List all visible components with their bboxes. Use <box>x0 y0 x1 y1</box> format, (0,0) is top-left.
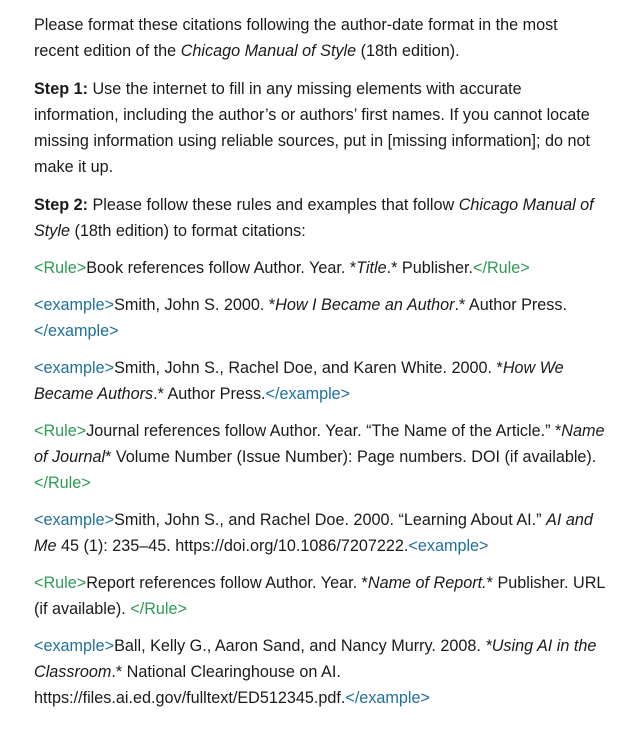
example-close-tag: </example> <box>34 322 119 340</box>
rule-book-text: Book references follow Author. Year. * <box>86 259 357 277</box>
example-text: Smith, John S., and Rachel Doe. 2000. “Learning About AI.” <box>114 511 547 529</box>
example-text-end: .* Author Press. <box>454 296 567 314</box>
example-text: Ball, Kelly G., Aaron Sand, and Nancy Murry. 2008. <box>114 637 486 655</box>
example-report <box>34 633 606 711</box>
step2-text-end: (18th edition) to format citations: <box>70 222 306 240</box>
example-italic: How We Became Authors <box>34 359 564 403</box>
rule-report-text-end: * Publisher. URL (if available). <box>34 574 605 618</box>
example-open-tag: <example> <box>34 296 115 314</box>
step2-label: Step 2: <box>34 196 88 214</box>
example-open-tag: <example> <box>34 359 115 377</box>
rule-close-tag: </Rule> <box>473 259 530 277</box>
example-text-end: .* National Clearinghouse on AI. https://files.ai.ed.gov/fulltext/ED512345.pdf. <box>34 663 346 707</box>
step2-paragraph <box>34 192 606 244</box>
example-italic: How I Became an Author <box>275 296 455 314</box>
rule-report-italic: Name of Report. <box>367 574 487 592</box>
example-close-tag: </example> <box>345 689 430 707</box>
rule-journal-text-end: * Volume Number (Issue Number): Page numbers. DOI (if available). <box>105 448 597 466</box>
example-open-tag-trailing: <example> <box>408 537 489 555</box>
example-text-end: .* Author Press. <box>153 385 266 403</box>
step1-paragraph <box>34 76 606 180</box>
step2-text: Please follow these rules and examples that follow <box>87 196 459 214</box>
intro-italic-title: Chicago Manual of Style <box>180 42 357 60</box>
intro-text: Please format these citations following the author-date format in the most recent edition of the <box>34 16 558 60</box>
intro-paragraph <box>34 12 606 64</box>
rule-book-italic: Title <box>356 259 387 277</box>
example-book-single <box>34 292 606 344</box>
rule-report-text: Report references follow Author. Year. * <box>86 574 368 592</box>
intro-text-end: (18th edition). <box>356 42 460 60</box>
example-open-tag: <example> <box>34 637 115 655</box>
rule-book-text-end: .* Publisher. <box>386 259 474 277</box>
step1-label: Step 1: <box>34 80 88 98</box>
rule-book <box>34 255 606 281</box>
example-italic: *Using AI in the Classroom <box>34 637 597 681</box>
rule-report <box>34 570 606 622</box>
rule-journal-italic: Name of Journal <box>34 422 605 466</box>
rule-close-tag: </Rule> <box>130 600 187 618</box>
step2-italic-title: Chicago Manual of Style <box>34 196 594 240</box>
example-text-end: 45 (1): 235–45. https://doi.org/10.1086/7207222. <box>56 537 409 555</box>
step1-text: Use the internet to fill in any missing elements with accurate information, including the author’s or authors’ first names. If you cannot locate missing information using reliable sources, put in [missing information]; do not make it up. <box>34 80 591 176</box>
rule-close-tag: </Rule> <box>34 474 91 492</box>
example-book-multi <box>34 355 606 407</box>
rule-journal-text: Journal references follow Author. Year. “The Name of the Article.” * <box>86 422 562 440</box>
rule-journal <box>34 418 606 496</box>
rule-open-tag: <Rule> <box>34 574 87 592</box>
example-journal <box>34 507 606 559</box>
example-text: Smith, John S. 2000. * <box>114 296 276 314</box>
rule-open-tag: <Rule> <box>34 259 87 277</box>
example-open-tag: <example> <box>34 511 115 529</box>
example-italic: AI and Me <box>34 511 593 555</box>
rule-open-tag: <Rule> <box>34 422 87 440</box>
example-close-tag: </example> <box>265 385 351 403</box>
example-text: Smith, John S., Rachel Doe, and Karen White. 2000. * <box>114 359 503 377</box>
